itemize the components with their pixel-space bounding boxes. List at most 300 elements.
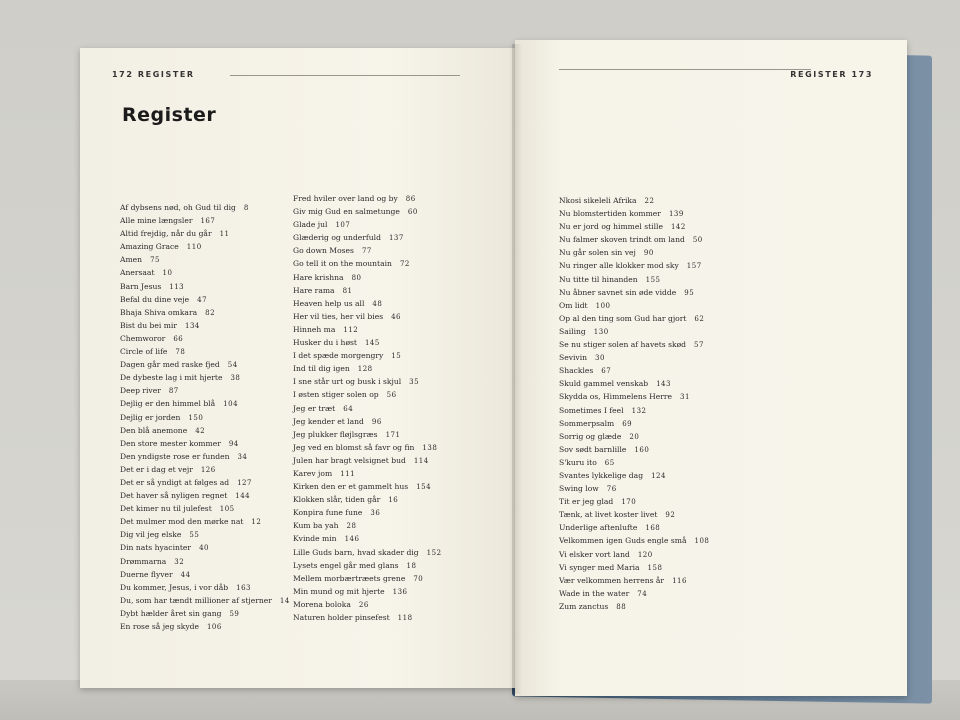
entry-title: Sorrig og glæde xyxy=(559,431,622,441)
entry-page-number: 12 xyxy=(251,518,262,527)
index-entry xyxy=(120,568,290,581)
index-entry xyxy=(293,519,442,532)
entry-page-number: 171 xyxy=(385,430,401,439)
entry-page-number: 163 xyxy=(236,583,252,592)
entry-page-number: 72 xyxy=(399,260,410,269)
index-entry xyxy=(120,240,290,253)
index-entry xyxy=(120,555,290,568)
index-entry xyxy=(120,371,290,384)
entry-page-number: 31 xyxy=(680,393,690,402)
entry-page-number: 75 xyxy=(150,256,160,265)
entry-page-number: 144 xyxy=(235,492,251,501)
entry-title: Amazing Grace xyxy=(120,242,179,252)
entry-page-number: 64 xyxy=(343,404,354,413)
entry-title: Nu går solen sin vej xyxy=(559,248,636,258)
entry-page-number: 20 xyxy=(629,432,640,441)
entry-page-number: 154 xyxy=(416,483,432,492)
entry-title: Vær velkommen herrens år xyxy=(559,575,665,585)
entry-page-number: 132 xyxy=(631,406,647,415)
entry-page-number: 56 xyxy=(386,391,397,400)
entry-title: Nu titte til hinanden xyxy=(559,274,638,284)
entry-page-number: 15 xyxy=(391,352,402,361)
index-entry xyxy=(293,598,442,611)
entry-page-number: 47 xyxy=(197,295,208,304)
entry-page-number: 14 xyxy=(279,596,290,605)
entry-title: Jeg kender et land xyxy=(293,416,364,426)
index-entry xyxy=(293,297,442,310)
index-entry xyxy=(559,207,709,220)
index-entry xyxy=(559,377,709,390)
entry-page-number: 77 xyxy=(361,247,372,256)
entry-title: Det haver så nyligen regnet xyxy=(120,491,228,501)
index-entry xyxy=(559,273,709,286)
entry-title: S'kuru ito xyxy=(559,457,597,467)
index-entry xyxy=(293,415,442,428)
entry-title: Vi elsker vort land xyxy=(559,549,630,559)
entry-page-number: 92 xyxy=(665,511,676,520)
entry-title: Det kimer nu til julefest xyxy=(120,504,212,514)
entry-title: Mellem morbærtræets grene xyxy=(293,573,406,583)
right-page xyxy=(515,40,907,696)
entry-page-number: 106 xyxy=(206,623,222,631)
index-entry xyxy=(120,266,290,279)
entry-page-number: 146 xyxy=(344,535,360,544)
entry-title: Hare krishna xyxy=(293,272,344,282)
entry-title: Lysets engel går med glans xyxy=(293,560,399,570)
entry-title: Skydda os, Himmelens Herre xyxy=(559,392,672,402)
entry-page-number: 36 xyxy=(370,509,381,518)
entry-title: Det er så yndigt at følges ad xyxy=(120,477,230,487)
index-entry xyxy=(120,280,290,293)
entry-page-number: 46 xyxy=(391,312,402,321)
index-entry xyxy=(120,476,290,489)
index-entry xyxy=(293,218,442,231)
index-entry xyxy=(120,411,290,424)
entry-page-number: 32 xyxy=(174,557,185,566)
entry-title: Dejlig er jorden xyxy=(120,412,181,422)
entry-page-number: 54 xyxy=(227,361,238,370)
entry-page-number: 158 xyxy=(647,563,663,572)
entry-page-number: 69 xyxy=(622,419,633,428)
entry-page-number: 55 xyxy=(189,531,200,540)
index-entry xyxy=(120,620,290,633)
entry-title: Anersaat xyxy=(120,268,155,278)
index-entry xyxy=(120,384,290,397)
entry-title: Den blå anemone xyxy=(120,425,188,435)
entry-title: Kvinde min xyxy=(293,534,337,544)
entry-title: Barn Jesus xyxy=(120,281,162,291)
entry-page-number: 60 xyxy=(407,208,418,217)
index-entry xyxy=(120,515,290,528)
entry-page-number: 110 xyxy=(186,243,202,252)
entry-page-number: 88 xyxy=(616,602,627,611)
index-entry xyxy=(293,336,442,349)
running-head-right: REGISTER 173 xyxy=(790,70,873,79)
index-entry xyxy=(293,349,442,362)
entry-page-number: 126 xyxy=(200,465,216,474)
entry-title: Skuld gammel venskab xyxy=(559,379,649,389)
index-entry xyxy=(293,454,442,467)
index-entry xyxy=(293,467,442,480)
index-entry xyxy=(559,404,709,417)
entry-page-number: 22 xyxy=(644,197,655,205)
index-entry xyxy=(559,233,709,246)
index-entry xyxy=(293,362,442,375)
entry-title: Jeg er træt xyxy=(293,403,336,413)
index-entry xyxy=(559,364,709,377)
index-entry xyxy=(120,306,290,319)
entry-page-number: 74 xyxy=(637,589,648,598)
index-entry xyxy=(559,220,709,233)
index-entry xyxy=(293,284,442,297)
entry-title: Sometimes I feel xyxy=(559,405,624,415)
entry-page-number: 95 xyxy=(684,288,695,297)
entry-page-number: 50 xyxy=(692,236,703,245)
entry-title: Ind til dig igen xyxy=(293,364,350,374)
entry-title: Op al den ting som Gud har gjort xyxy=(559,313,687,323)
entry-title: Nu åbner savnet sin øde vidde xyxy=(559,287,677,297)
index-entry xyxy=(559,495,709,508)
entry-page-number: 78 xyxy=(175,348,186,357)
index-entry xyxy=(120,437,290,450)
index-entry xyxy=(293,244,442,257)
index-entry xyxy=(120,201,290,214)
entry-title: Swing low xyxy=(559,484,599,494)
entry-page-number: 28 xyxy=(346,522,357,531)
entry-page-number: 118 xyxy=(397,614,413,622)
index-entry xyxy=(293,192,442,205)
index-entry xyxy=(293,231,442,244)
index-entry xyxy=(293,271,442,284)
index-entry xyxy=(293,506,442,519)
entry-title: Dejlig er den himmel blå xyxy=(120,399,216,409)
entry-page-number: 113 xyxy=(169,282,185,291)
index-entry xyxy=(120,581,290,594)
entry-title: Julen har bragt velsignet bud xyxy=(293,455,406,465)
index-entry xyxy=(120,528,290,541)
index-entry xyxy=(293,402,442,415)
entry-page-number: 87 xyxy=(168,387,179,396)
entry-title: Jeg ved en blomst så favr og fin xyxy=(293,442,415,452)
entry-title: Hinneh ma xyxy=(293,324,336,334)
entry-title: Her vil ties, her vil bies xyxy=(293,311,384,321)
index-entry xyxy=(293,480,442,493)
entry-page-number: 105 xyxy=(219,505,235,514)
entry-title: Om lidt xyxy=(559,300,588,310)
index-entry xyxy=(293,375,442,388)
entry-title: Nu falmer skoven trindt om land xyxy=(559,235,685,245)
entry-title: Befal du dine veje xyxy=(120,294,190,304)
entry-page-number: 66 xyxy=(173,334,184,343)
entry-title: Den store mester kommer xyxy=(120,438,221,448)
entry-title: Se nu stiger solen af havets skød xyxy=(559,340,687,350)
index-entry xyxy=(120,397,290,410)
index-entry xyxy=(559,600,709,613)
entry-page-number: 86 xyxy=(405,195,416,203)
entry-title: Alle mine længsler xyxy=(120,216,193,226)
entry-title: I sne står urt og busk i skjul xyxy=(293,377,402,387)
entry-title: Tænk, at livet koster livet xyxy=(559,510,658,520)
entry-page-number: 18 xyxy=(406,561,417,570)
index-entry xyxy=(559,482,709,495)
entry-title: I det spæde morgengry xyxy=(293,351,384,361)
entry-title: Min mund og mit hjerte xyxy=(293,586,385,596)
entry-title: Det mulmer mod den mørke nat xyxy=(120,517,244,527)
index-entry xyxy=(559,246,709,259)
entry-title: Vi synger med Maria xyxy=(559,562,640,572)
entry-title: Drømmarna xyxy=(120,556,167,566)
entry-page-number: 81 xyxy=(342,286,353,295)
entry-page-number: 35 xyxy=(409,378,420,387)
index-entry xyxy=(559,430,709,443)
entry-page-number: 107 xyxy=(335,221,351,230)
index-entry xyxy=(559,351,709,364)
entry-page-number: 10 xyxy=(162,269,173,278)
entry-title: Bhaja Shiva omkara xyxy=(120,307,198,317)
index-entry xyxy=(293,257,442,270)
entry-page-number: 94 xyxy=(228,439,239,448)
index-entry xyxy=(120,424,290,437)
index-entry xyxy=(559,194,709,207)
entry-page-number: 16 xyxy=(388,496,399,505)
entry-page-number: 34 xyxy=(237,452,248,461)
entry-title: Klokken slår, tiden går xyxy=(293,495,381,505)
entry-title: Lille Guds barn, hvad skader dig xyxy=(293,547,419,557)
index-entry xyxy=(559,299,709,312)
index-entry xyxy=(559,587,709,600)
entry-title: Glæderig og underfuld xyxy=(293,233,381,243)
index-entry xyxy=(559,561,709,574)
entry-page-number: 96 xyxy=(371,417,382,426)
entry-page-number: 62 xyxy=(694,314,705,323)
index-entry xyxy=(559,286,709,299)
entry-page-number: 136 xyxy=(392,587,408,596)
entry-title: Zum zanctus xyxy=(559,601,609,611)
entry-title: Karev jom xyxy=(293,468,333,478)
left-page xyxy=(80,48,520,688)
entry-page-number: 167 xyxy=(200,217,216,226)
entry-title: Naturen holder pinsefest xyxy=(293,613,390,622)
entry-title: Chemworor xyxy=(120,333,166,343)
index-column-3 xyxy=(559,194,709,613)
entry-title: De dybeste lag i mit hjerte xyxy=(120,373,223,383)
index-entry xyxy=(293,441,442,454)
index-entry xyxy=(559,443,709,456)
entry-title: Dagen går med raske fjed xyxy=(120,360,220,370)
entry-page-number: 142 xyxy=(670,223,686,232)
index-entry xyxy=(559,312,709,325)
entry-page-number: 150 xyxy=(188,413,204,422)
index-entry xyxy=(293,572,442,585)
index-entry xyxy=(559,469,709,482)
index-entry xyxy=(559,390,709,403)
entry-page-number: 57 xyxy=(694,341,704,350)
entry-page-number: 100 xyxy=(595,301,611,310)
entry-page-number: 108 xyxy=(694,537,710,546)
entry-title: Kum ba yah xyxy=(293,521,339,531)
index-entry xyxy=(120,214,290,227)
index-entry xyxy=(293,388,442,401)
entry-page-number: 137 xyxy=(388,234,404,243)
index-entry xyxy=(559,259,709,272)
entry-title: Nu er jord og himmel stille xyxy=(559,222,663,232)
entry-title: Tit er jeg glad xyxy=(559,497,614,507)
entry-page-number: 124 xyxy=(651,471,666,480)
entry-page-number: 67 xyxy=(601,367,612,376)
index-entry xyxy=(120,607,290,620)
entry-title: Svantes lykkelige dag xyxy=(559,470,644,480)
entry-title: Du kommer, Jesus, i vor dåb xyxy=(120,582,229,592)
entry-title: Altid frejdig, når du går xyxy=(120,229,212,239)
index-entry xyxy=(293,532,442,545)
entry-title: Velkommen igen Guds engle små xyxy=(559,536,687,546)
entry-title: Deep river xyxy=(120,386,161,396)
index-entry xyxy=(120,594,290,607)
index-entry xyxy=(559,338,709,351)
entry-page-number: 80 xyxy=(351,273,362,282)
entry-title: Glade jul xyxy=(293,220,328,230)
entry-title: Hare rama xyxy=(293,285,335,295)
entry-page-number: 152 xyxy=(426,548,442,557)
entry-page-number: 40 xyxy=(199,544,209,553)
entry-page-number: 139 xyxy=(668,210,684,219)
entry-page-number: 155 xyxy=(645,275,661,284)
entry-title: Nu ringer alle klokker mod sky xyxy=(559,261,679,271)
entry-title: Det er i dag et vejr xyxy=(120,464,193,474)
entry-title: Wade in the water xyxy=(559,588,630,598)
entry-page-number: 145 xyxy=(364,339,380,348)
book-gutter xyxy=(512,44,522,694)
index-entry xyxy=(293,323,442,336)
entry-title: Sevivin xyxy=(559,353,588,363)
entry-page-number: 70 xyxy=(413,574,424,583)
entry-title: Dybt hælder året sin gang xyxy=(120,608,222,618)
entry-page-number: 42 xyxy=(195,426,206,435)
entry-page-number: 59 xyxy=(229,609,240,618)
index-entry xyxy=(120,541,290,554)
entry-page-number: 114 xyxy=(413,456,429,465)
entry-title: Kirken den er et gammelt hus xyxy=(293,482,409,492)
entry-page-number: 8 xyxy=(243,204,249,212)
entry-title: Af dybsens nød, oh Gud til dig xyxy=(120,203,236,212)
entry-title: I østen stiger solen op xyxy=(293,390,379,400)
index-entry xyxy=(120,450,290,463)
index-entry xyxy=(293,493,442,506)
index-entry xyxy=(120,332,290,345)
entry-page-number: 157 xyxy=(686,262,702,271)
index-entry xyxy=(559,325,709,338)
entry-title: Sailing xyxy=(559,326,586,336)
entry-page-number: 160 xyxy=(634,445,650,454)
index-entry xyxy=(120,489,290,502)
entry-page-number: 143 xyxy=(656,380,671,389)
entry-title: Fred hviler over land og by xyxy=(293,194,398,203)
entry-title: Konpira fune fune xyxy=(293,508,363,518)
index-entry xyxy=(293,585,442,598)
index-entry xyxy=(293,559,442,572)
entry-title: Den yndigste rose er funden xyxy=(120,451,230,461)
entry-title: Jeg plukker fløjlsgræs xyxy=(293,429,378,439)
entry-title: Nkosi sikeleli Afrika xyxy=(559,196,637,205)
entry-title: Duerne flyver xyxy=(120,569,173,579)
entry-title: Sommerpsalm xyxy=(559,418,615,428)
entry-title: Du, som har tændt millioner af stjerner xyxy=(120,595,272,605)
index-entry xyxy=(559,534,709,547)
index-entry xyxy=(559,574,709,587)
entry-title: Heaven help us all xyxy=(293,298,365,308)
entry-page-number: 127 xyxy=(237,478,252,487)
entry-title: Shackles xyxy=(559,366,594,376)
entry-page-number: 128 xyxy=(357,365,373,374)
index-entry xyxy=(559,508,709,521)
entry-title: Nu blomstertiden kommer xyxy=(559,209,661,219)
index-entry xyxy=(120,319,290,332)
entry-title: Dig vil jeg elske xyxy=(120,530,182,540)
entry-page-number: 90 xyxy=(643,249,654,258)
page-title: Register xyxy=(122,104,217,126)
entry-title: Morena boloka xyxy=(293,599,351,609)
index-entry xyxy=(120,293,290,306)
index-entry xyxy=(120,227,290,240)
index-entry xyxy=(120,502,290,515)
entry-title: Amen xyxy=(120,255,143,265)
entry-page-number: 38 xyxy=(230,374,241,383)
entry-page-number: 44 xyxy=(180,570,191,579)
index-entry xyxy=(559,548,709,561)
entry-title: Go down Moses xyxy=(293,246,354,256)
index-entry xyxy=(559,456,709,469)
entry-page-number: 82 xyxy=(205,308,216,317)
entry-title: Circle of life xyxy=(120,347,168,357)
index-entry xyxy=(120,253,290,266)
running-head-left: 172 REGISTER xyxy=(112,70,195,79)
index-entry xyxy=(293,546,442,559)
index-entry xyxy=(120,345,290,358)
entry-page-number: 48 xyxy=(372,299,383,308)
entry-title: Go tell it on the mountain xyxy=(293,259,392,269)
index-entry xyxy=(120,358,290,371)
entry-page-number: 168 xyxy=(645,524,661,533)
entry-page-number: 112 xyxy=(343,325,359,334)
index-entry xyxy=(559,417,709,430)
index-column-1 xyxy=(120,201,290,633)
index-entry xyxy=(293,310,442,323)
entry-page-number: 120 xyxy=(637,550,653,559)
entry-title: En rose så jeg skyde xyxy=(120,622,199,631)
entry-page-number: 116 xyxy=(672,576,687,585)
entry-title: Husker du i høst xyxy=(293,338,357,348)
entry-page-number: 170 xyxy=(621,498,637,507)
header-rule-right xyxy=(559,69,811,70)
entry-title: Din nats hyacinter xyxy=(120,543,192,553)
index-entry xyxy=(293,428,442,441)
entry-page-number: 11 xyxy=(219,230,230,239)
entry-page-number: 130 xyxy=(593,327,609,336)
entry-page-number: 26 xyxy=(358,600,369,609)
entry-title: Bist du bei mir xyxy=(120,320,177,330)
entry-title: Sov sødt barnlille xyxy=(559,444,627,454)
header-rule-left xyxy=(230,75,460,76)
index-column-2 xyxy=(293,192,442,624)
index-entry xyxy=(120,463,290,476)
entry-title: Giv mig Gud en salmetunge xyxy=(293,207,400,217)
index-entry xyxy=(293,611,442,624)
index-entry xyxy=(559,521,709,534)
entry-page-number: 104 xyxy=(223,400,239,409)
entry-page-number: 30 xyxy=(595,354,605,363)
entry-page-number: 134 xyxy=(185,321,200,330)
entry-page-number: 76 xyxy=(606,485,617,494)
